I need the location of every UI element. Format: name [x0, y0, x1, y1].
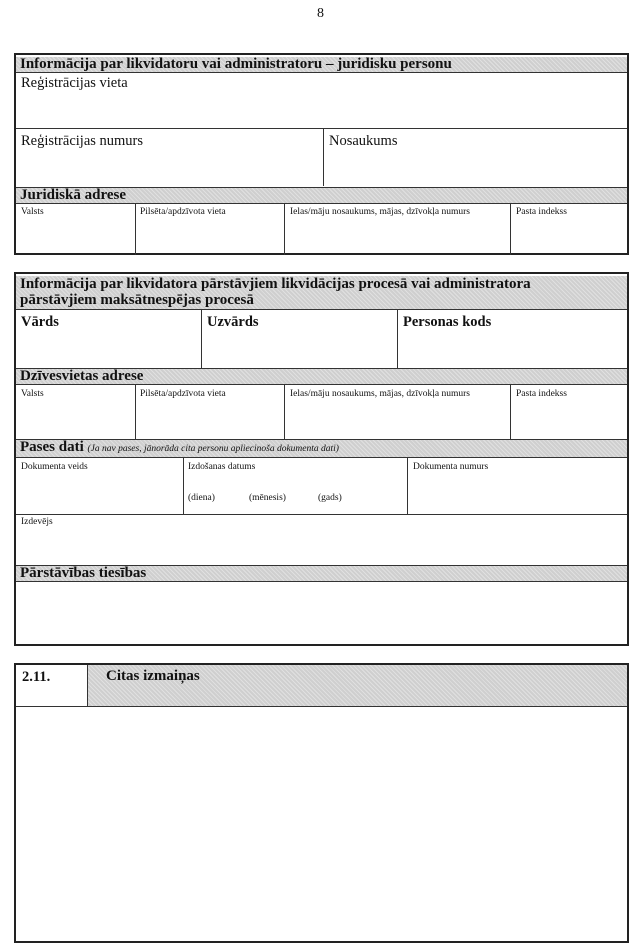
other-changes-title: Citas izmaiņas [88, 665, 627, 706]
first-name-label: Vārds [21, 314, 59, 330]
issue-date-label: Izdošanas datums [188, 462, 256, 472]
other-changes-header [16, 665, 627, 707]
passport-note: (Ja nav pases, jānorāda cita personu apliecinoša dokumenta dati) [87, 444, 339, 454]
passport-title-text: Pases dati [20, 439, 84, 455]
residence-address-title: Dzīvesvietas adrese [16, 368, 627, 385]
rep-postcode-label: Pasta indekss [516, 389, 567, 399]
section-number: 2.11. [22, 669, 51, 685]
legal-address-title: Juridiskā adrese [16, 187, 627, 204]
name-label: Nosaukums [329, 133, 398, 149]
passport-title [16, 439, 627, 458]
page-number: 8 [317, 6, 324, 21]
registration-place-label: Reģistrācijas vieta [21, 75, 128, 91]
legal-entity-title: Informācija par likvidatoru vai administratoru – juridisku personu [16, 57, 627, 73]
registration-number-label: Reģistrācijas numurs [21, 133, 144, 149]
rep-city-label: Pilsēta/apdzīvota vieta [140, 389, 226, 399]
representatives-title-line1: Informācija par likvidatora pārstāvjiem likvidācijas procesā vai administratora [20, 276, 531, 292]
rep-country-label: Valsts [21, 389, 44, 399]
street-label: Ielas/māju nosaukums, mājas, dzīvokļa numurs [290, 207, 470, 217]
country-label: Valsts [21, 207, 44, 217]
authority-title: Pārstāvības tiesības [16, 565, 627, 582]
issuer-label: Izdevējs [21, 517, 53, 527]
legal-entity-section [14, 53, 629, 255]
postcode-label: Pasta indekss [516, 207, 567, 217]
issue-day-label: (diena) [188, 493, 215, 503]
representatives-section [14, 272, 629, 646]
rep-street-label: Ielas/māju nosaukums, mājas, dzīvokļa numurs [290, 389, 470, 399]
issue-year-label: (gads) [318, 493, 342, 503]
personal-code-label: Personas kods [403, 314, 492, 330]
issue-month-label: (mēnesis) [249, 493, 286, 503]
representatives-title [16, 276, 627, 310]
other-changes-section [14, 663, 629, 943]
doc-number-label: Dokumenta numurs [413, 462, 489, 472]
representatives-title-line2: pārstāvjiem maksātnespējas procesā [20, 292, 254, 308]
surname-label: Uzvārds [207, 314, 259, 330]
doc-type-label: Dokumenta veids [21, 462, 88, 472]
city-label: Pilsēta/apdzīvota vieta [140, 207, 226, 217]
